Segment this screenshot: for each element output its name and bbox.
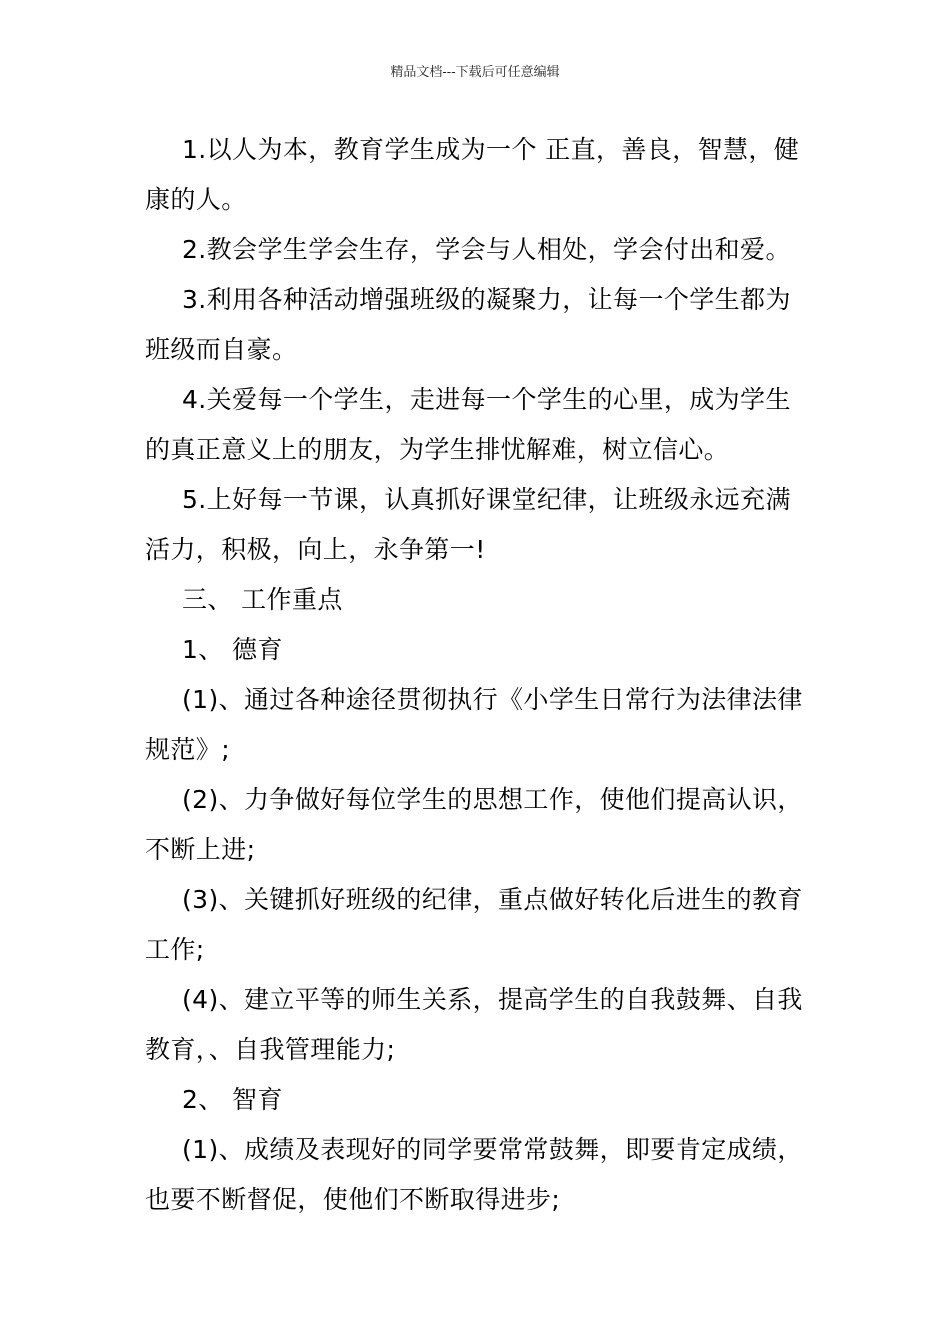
paragraph-goal-1: 1.以人为本，教育学生成为一个 正直，善良，智慧，健康的人。 — [145, 135, 800, 214]
subheading-moral-education: 1、 德育 — [182, 635, 283, 664]
paragraph-moral-2: (2)、力争做好每位学生的思想工作，使他们提高认识，不断上进; — [145, 785, 803, 864]
paragraph-moral-1: (1)、通过各种途径贯彻执行《小学生日常行为法律法律规范》; — [145, 685, 803, 764]
paragraph-goal-5: 5.上好每一节课，认真抓好课堂纪律，让班级永远充满活力，积极，向上，永争第一! — [145, 485, 791, 564]
paragraph-goal-4: 4.关爱每一个学生，走进每一个学生的心里，成为学生的真正意义上的朋友，为学生排忧解难，树立信心。 — [145, 385, 791, 464]
paragraph-moral-3: (3)、关键抓好班级的纪律，重点做好转化后进生的教育工作; — [145, 885, 803, 964]
subheading-intellectual-education: 2、 智育 — [182, 1085, 283, 1114]
document-body — [145, 125, 805, 1225]
paragraph-moral-4: (4)、建立平等的师生关系，提高学生的自我鼓舞、自我教育，、自我管理能力; — [145, 985, 803, 1064]
paragraph-intellectual-1: (1)、成绩及表现好的同学要常常鼓舞，即要肯定成绩，也要不断督促，使他们不断取得进步; — [145, 1135, 803, 1214]
section-heading-work-focus: 三、 工作重点 — [182, 585, 343, 614]
paragraph-goal-2: 2.教会学生学会生存，学会与人相处，学会付出和爱。 — [182, 235, 791, 264]
paragraph-goal-3: 3.利用各种活动增强班级的凝聚力，让每一个学生都为班级而自豪。 — [145, 285, 791, 364]
page-header: 精品文档---下载后可任意编辑 — [390, 65, 560, 80]
